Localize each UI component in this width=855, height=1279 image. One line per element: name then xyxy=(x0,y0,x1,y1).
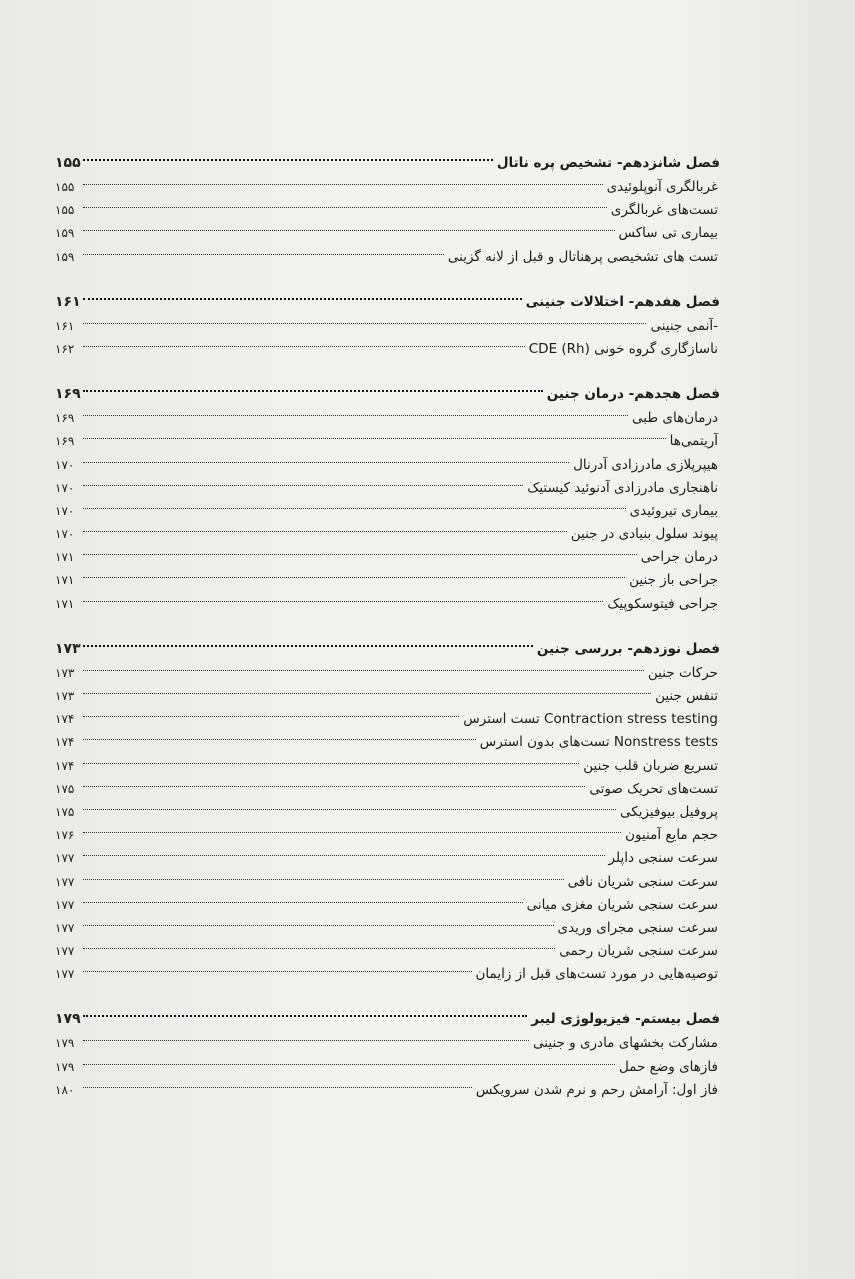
toc-entry xyxy=(55,1079,720,1102)
entry-title: هیپرپلازی مادرزادی آدرنال xyxy=(573,456,718,473)
entry-title: آریتمی‌ها xyxy=(669,433,718,450)
entry-title: سرعت سنجی مجرای وریدی xyxy=(557,919,718,936)
dot-leader xyxy=(83,971,472,972)
entry-title: بیماری تیروئیدی xyxy=(629,502,718,519)
entry-page-number: ۱۶۱ xyxy=(55,318,75,333)
toc-entry xyxy=(55,824,720,847)
dot-leader xyxy=(83,207,607,208)
toc-entry xyxy=(55,569,720,592)
entry-title: توصیه‌هایی در مورد تست‌های قبل از زایمان xyxy=(475,966,718,983)
table-of-contents xyxy=(55,150,720,1122)
toc-entry xyxy=(55,940,720,963)
chapter-section xyxy=(55,636,720,987)
dot-leader xyxy=(83,346,525,347)
dot-leader xyxy=(83,763,579,764)
toc-entry xyxy=(55,199,720,222)
toc-entry xyxy=(55,662,720,685)
dot-leader xyxy=(83,577,625,578)
chapter-title: فصل شانزدهم- تشخیص پره ناتال xyxy=(496,155,720,171)
entry-page-number: ۱۵۹ xyxy=(55,249,75,264)
toc-entry xyxy=(55,708,720,731)
dot-leader xyxy=(83,323,646,324)
chapter-heading xyxy=(55,150,720,176)
dot-leader xyxy=(83,1087,472,1088)
dot-leader xyxy=(83,739,476,740)
entry-title: -آنمی جنینی xyxy=(650,317,718,334)
dot-leader xyxy=(83,390,543,392)
entry-page-number: ۱۷۳ xyxy=(55,665,75,680)
entry-page-number: ۱۷۷ xyxy=(55,874,75,889)
entry-title: سرعت سنجی شریان مغزی میانی xyxy=(526,896,718,913)
entry-page-number: ۱۷۰ xyxy=(55,480,75,495)
chapter-title: فصل نوزدهم- بررسی جنین xyxy=(536,640,720,657)
dot-leader xyxy=(83,693,651,694)
entry-page-number: ۱۸۰ xyxy=(55,1082,75,1097)
toc-entry xyxy=(55,338,720,361)
toc-entry xyxy=(55,894,720,917)
chapter-page-number: ۱۵۵ xyxy=(55,155,81,171)
dot-leader xyxy=(83,184,603,185)
dot-leader xyxy=(83,298,522,300)
entry-title: حجم مایع آمنیون xyxy=(625,827,718,844)
entry-page-number: ۱۶۹ xyxy=(55,411,75,426)
entry-page-number: ۱۷۷ xyxy=(55,920,75,935)
chapter-heading xyxy=(55,289,720,315)
entry-title: سرعت سنجی شریان رحمی xyxy=(559,943,718,960)
entry-title: سرعت سنجی داپلر xyxy=(608,850,718,867)
chapter-section xyxy=(55,1006,720,1102)
chapter-title: فصل بیستم- فیزیولوژی لیبر xyxy=(531,1011,720,1028)
dot-leader xyxy=(83,531,567,532)
entry-page-number: ۱۷۴ xyxy=(55,758,75,773)
entry-title: غربالگری آنوپلوئیدی xyxy=(606,179,718,195)
toc-entry xyxy=(55,407,720,430)
dot-leader xyxy=(83,645,533,647)
entry-page-number: ۱۷۰ xyxy=(55,457,75,472)
entry-title: تست های تشخیصی پرهناتال و قبل از لانه گزینی xyxy=(447,248,718,265)
dot-leader xyxy=(83,1064,615,1065)
chapter-section xyxy=(55,381,720,616)
entry-title: تسریع ضربان قلب جنین xyxy=(583,757,718,774)
entry-title: سرعت سنجی شریان نافی xyxy=(567,873,718,890)
entry-title: ناسازگاری گروه خونی CDE (Rh) xyxy=(528,340,718,357)
entry-page-number: ۱۷۷ xyxy=(55,967,75,982)
toc-entry xyxy=(55,917,720,940)
toc-entry xyxy=(55,246,720,269)
toc-entry xyxy=(55,546,720,569)
entry-page-number: ۱۷۰ xyxy=(55,503,75,518)
entry-title: درمان جراحی xyxy=(640,549,718,566)
entry-page-number: ۱۷۷ xyxy=(55,944,75,959)
toc-entry xyxy=(55,685,720,708)
chapter-page-number: ۱۶۱ xyxy=(55,293,81,310)
entry-page-number: ۱۵۹ xyxy=(55,226,75,241)
entry-title: تست‌های غربالگری xyxy=(610,202,718,219)
dot-leader xyxy=(83,601,603,602)
entry-title: جراحی فیتوسکوپیک xyxy=(607,595,718,612)
toc-entry xyxy=(55,755,720,778)
entry-page-number: ۱۷۶ xyxy=(55,828,75,843)
entry-page-number: ۱۷۱ xyxy=(55,550,75,565)
dot-leader xyxy=(83,254,444,255)
toc-entry xyxy=(55,847,720,870)
chapter-heading xyxy=(55,636,720,662)
toc-entry xyxy=(55,1056,720,1079)
entry-title: بیماری تی ساکس xyxy=(618,225,718,242)
dot-leader xyxy=(83,786,585,787)
toc-entry xyxy=(55,731,720,754)
chapter-heading xyxy=(55,381,720,407)
entry-page-number: ۱۷۹ xyxy=(55,1059,75,1074)
entry-page-number: ۱۷۵ xyxy=(55,804,75,819)
entry-title: فازهای وضع حمل xyxy=(618,1058,718,1075)
toc-entry xyxy=(55,801,720,824)
chapter-page-number: ۱۷۳ xyxy=(55,640,81,657)
toc-entry xyxy=(55,454,720,477)
dot-leader xyxy=(83,902,523,903)
dot-leader xyxy=(83,438,666,439)
entry-page-number: ۱۷۹ xyxy=(55,1036,75,1051)
toc-entry xyxy=(55,871,720,894)
chapter-heading xyxy=(55,1006,720,1032)
toc-entry xyxy=(55,593,720,616)
toc-entry xyxy=(55,778,720,801)
entry-title: حرکات جنین xyxy=(647,664,718,681)
dot-leader xyxy=(83,948,555,949)
entry-page-number: ۱۶۹ xyxy=(55,434,75,449)
dot-leader xyxy=(83,925,554,926)
toc-entry xyxy=(55,222,720,245)
dot-leader xyxy=(83,462,569,463)
dot-leader xyxy=(83,230,615,231)
chapter-section xyxy=(55,150,720,269)
dot-leader xyxy=(83,159,493,161)
toc-entry xyxy=(55,315,720,338)
dot-leader xyxy=(83,670,644,671)
entry-title: مشارکت بخشهای مادری و جنینی xyxy=(533,1035,718,1052)
toc-entry xyxy=(55,963,720,986)
toc-entry xyxy=(55,523,720,546)
entry-title: تنفس جنین xyxy=(655,688,718,704)
dot-leader xyxy=(83,1015,527,1017)
entry-page-number: ۱۵۵ xyxy=(55,203,75,218)
dot-leader xyxy=(83,1040,529,1041)
entry-title: پیوند سلول بنیادی در جنین xyxy=(570,526,718,543)
chapter-title: فصل هفدهم- اختلالات جنینی xyxy=(525,293,720,310)
entry-title: فاز اول: آرامش رحم و نرم شدن سرویکس xyxy=(475,1081,718,1098)
entry-title: ناهنجاری مادرزادی آدنوئید کیستیک xyxy=(527,479,718,496)
dot-leader xyxy=(83,554,637,555)
chapter-section xyxy=(55,289,720,361)
entry-page-number: ۱۶۲ xyxy=(55,341,75,356)
toc-entry xyxy=(55,430,720,453)
toc-entry xyxy=(55,500,720,523)
entry-title: پروفیل بیوفیزیکی xyxy=(619,803,718,820)
dot-leader xyxy=(83,855,605,856)
entry-title: Nonstress tests تست‌های بدون استرس xyxy=(479,734,718,751)
entry-page-number: ۱۷۱ xyxy=(55,573,75,588)
chapter-page-number: ۱۶۹ xyxy=(55,386,81,403)
toc-entry xyxy=(55,477,720,500)
dot-leader xyxy=(83,716,459,717)
entry-page-number: ۱۷۵ xyxy=(55,781,75,796)
dot-leader xyxy=(83,508,626,509)
dot-leader xyxy=(83,809,616,810)
entry-page-number: ۱۷۰ xyxy=(55,527,75,542)
dot-leader xyxy=(83,832,621,833)
chapter-page-number: ۱۷۹ xyxy=(55,1011,81,1028)
entry-page-number: ۱۵۵ xyxy=(55,180,75,194)
entry-page-number: ۱۷۱ xyxy=(55,596,75,611)
dot-leader xyxy=(83,485,523,486)
entry-page-number: ۱۷۷ xyxy=(55,851,75,866)
entry-title: جراحی باز جنین xyxy=(629,572,718,589)
entry-page-number: ۱۷۴ xyxy=(55,712,75,727)
entry-page-number: ۱۷۳ xyxy=(55,689,75,703)
dot-leader xyxy=(83,415,628,416)
entry-title: درمان‌های طبی xyxy=(632,410,718,427)
chapter-title: فصل هجدهم- درمان جنین xyxy=(546,386,720,403)
entry-page-number: ۱۷۴ xyxy=(55,735,75,750)
dot-leader xyxy=(83,879,564,880)
toc-entry xyxy=(55,1032,720,1055)
toc-entry xyxy=(55,176,720,199)
entry-page-number: ۱۷۷ xyxy=(55,897,75,912)
entry-title: تست‌های تحریک صوتی xyxy=(589,780,718,797)
entry-title: Contraction stress testing تست استرس xyxy=(463,711,718,728)
